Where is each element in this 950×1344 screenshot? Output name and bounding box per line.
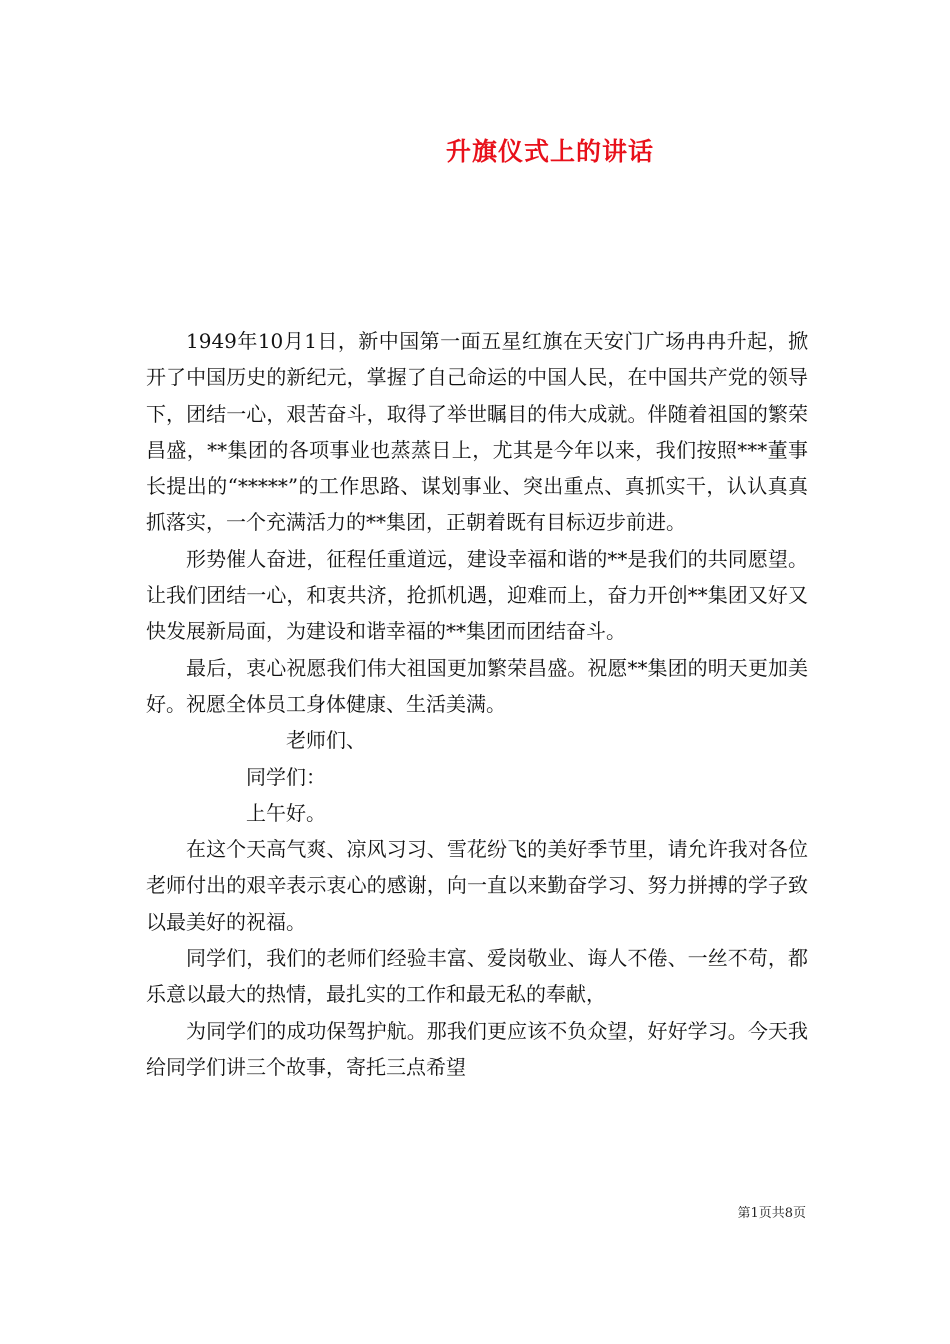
greeting-students: 同学们： <box>246 764 326 789</box>
document-title: 升旗仪式上的讲话 <box>445 137 654 166</box>
greeting-morning: 上午好。 <box>246 800 326 825</box>
page-number-footer: 第1页共8页 <box>737 1206 806 1221</box>
paragraph-2: 形势催人奋进，征程任重道远，建设幸福和谐的**是我们的共同愿望。让我们团结一心，和衷共济，抢抓机遇，迎难而上，奋力开创**集团又好又快发展新局面，为建设和谐幸福的**集团而团结奋斗。 <box>146 546 808 644</box>
paragraph-1: 1949年10月1日，新中国第一面五星红旗在天安门广场冉冉升起，掀开了中国历史的新纪元，掌握了自己命运的中国人民，在中国共产党的领导下，团结一心，艰苦奋斗，取得了举世瞩目的伟大成就。伴随着祖国的繁荣昌盛，**集团的各项事业也蒸蒸日上，尤其是今年以来，我们按照***董事长提出的“*****”的工作思路、谋划事业、突出重点、真抓实干，认认真真抓落实，一个充满活力的**集团，正朝着既有目标迈步前进。 <box>146 329 808 535</box>
document-body <box>146 323 808 1085</box>
paragraph-4: 在这个天高气爽、凉风习习、雪花纷飞的美好季节里，请允许我对各位老师付出的艰辛表示衷心的感谢，向一直以来勤奋学习、努力拼搏的学子致以最美好的祝福。 <box>146 837 808 934</box>
paragraph-3: 最后，衷心祝愿我们伟大祖国更加繁荣昌盛。祝愿**集团的明天更加美好。祝愿全体员工身体健康、生活美满。 <box>146 655 808 716</box>
greeting-teachers: 老师们、 <box>286 728 366 753</box>
paragraph-5: 同学们，我们的老师们经验丰富、爱岗敬业、诲人不倦、一丝不苟，都乐意以最大的热情，最扎实的工作和最无私的奉献， <box>146 946 808 1007</box>
paragraph-6: 为同学们的成功保驾护航。那我们更应该不负众望，好好学习。今天我给同学们讲三个故事，寄托三点希望 <box>146 1018 808 1079</box>
